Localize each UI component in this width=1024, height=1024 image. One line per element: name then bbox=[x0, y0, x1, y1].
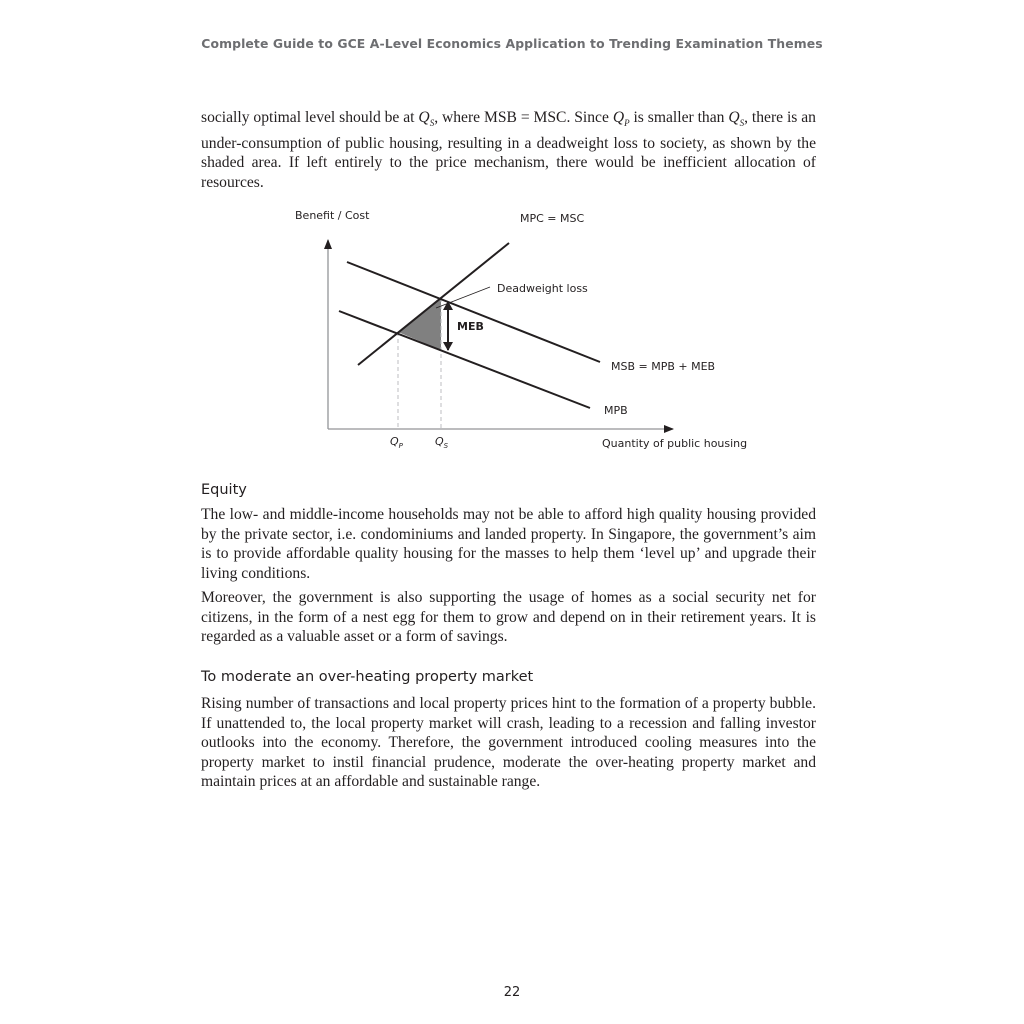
section-heading-equity: Equity bbox=[201, 482, 247, 498]
supply-curve-label: MPC = MSC bbox=[520, 212, 585, 225]
qs-symbol: $Q_S$ bbox=[728, 109, 745, 129]
mpb-curve-label: MPB bbox=[604, 404, 628, 417]
equity-paragraph-2: Moreover, the government is also supporting the usage of homes as a social security net for citizens, in the form of a nest egg for them to grow and depend on in their retirement years. It is regarded as a valuable asset or a form of savings. bbox=[201, 589, 816, 646]
intro-text-4: , there is an under-consumption of public housing, resulting in a deadweight loss to society, as shown by the shaded area. If left entirely to the price mechanism, there would be inefficient allocation of resources. bbox=[201, 109, 816, 191]
msb-curve-label: MSB = MPB + MEB bbox=[611, 360, 716, 373]
page-number: 22 bbox=[503, 985, 521, 1000]
equity-paragraph-1: The low- and middle-income households may not be able to afford high quality housing provided by the private sector, i.e. condominiums and landed property. In Singapore, the government’s aim is to provide affordable quality housing for the masses to help them ‘level up’ and upgrade their living conditions. bbox=[201, 506, 816, 582]
x-axis-label: Quantity of public housing bbox=[602, 437, 748, 450]
y-axis-label: Benefit / Cost bbox=[295, 209, 370, 222]
msb-curve bbox=[347, 262, 600, 362]
meb-label: MEB bbox=[457, 320, 484, 333]
qs-symbol: $Q_S$ bbox=[418, 109, 435, 129]
deadweight-loss-pointer bbox=[436, 287, 490, 308]
qp-tick-label: $Q_P$ bbox=[390, 435, 403, 450]
intro-text-2: , where MSB = MSC. Since bbox=[434, 109, 613, 126]
intro-text-3: is smaller than bbox=[629, 109, 729, 126]
running-header: Complete Guide to GCE A-Level Economics Application to Trending Examination Themes bbox=[201, 36, 823, 51]
overheating-paragraph: Rising number of transactions and local property prices hint to the formation of a property bubble. If unattended to, the local property market will crash, leading to a recession and falling investor outlooks into the economy. Therefore, the government introduced cooling measures into the property market to instil financial prudence, moderate the over-heating property market and maintain prices at an affordable and sustainable range. bbox=[201, 695, 816, 791]
deadweight-loss-label: Deadweight loss bbox=[497, 282, 588, 295]
qp-symbol: $Q_P$ bbox=[612, 109, 630, 129]
intro-text-1: socially optimal level should be at bbox=[201, 109, 419, 126]
qs-tick-label: $Q_S$ bbox=[435, 435, 449, 450]
section-heading-overheating: To moderate an over-heating property market bbox=[201, 669, 534, 685]
